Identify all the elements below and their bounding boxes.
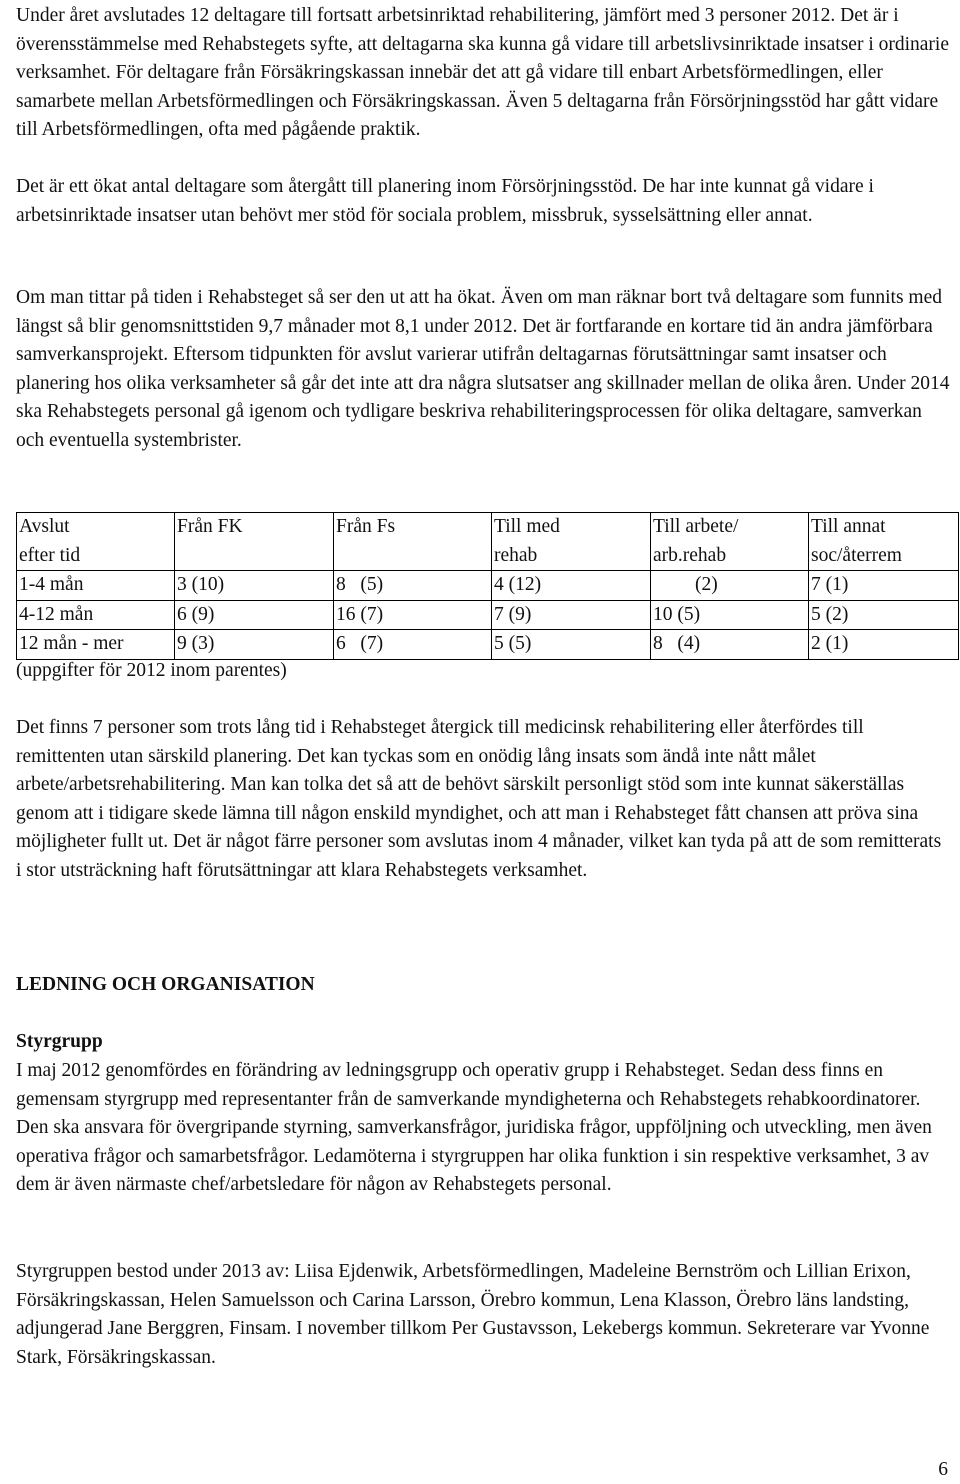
paragraph-avslut: Under året avslutades 12 deltagare till fortsatt arbetsinriktad rehabilitering, jämfört med 3 personer 2012. Det är i överensstämmelse med Rehabstegets syfte, att deltagarna ska kunna gå vidare till arbetslivsinriktade insatser i ordinarie verksamhet. För deltagare från Försäkringskassan innebär det att gå vidare till enbart Arbetsförmedlingen, eller samarbete mellan Arbetsförmedlingen och Försäkringskassan. Även 5 deltagarna från Försörjningsstöd har gått vidare till Arbetsförmedlingen, ofta med pågående praktik. — [16, 5, 949, 141]
section-heading: LEDNING OCH ORGANISATION — [16, 974, 315, 995]
cell-arb: 10 (5) — [651, 600, 809, 630]
paragraph-styrgrupp: I maj 2012 genomfördes en förändring av ledningsgrupp och operativ grupp i Rehabsteget. Sedan dess finns en gemensam styrgrupp med representanter från de samverkande myndigheterna och Rehabstegets rehabkoordinatorer. Den ska ansvara för övergripande styrning, samverkansfrågor, juridiska frågor, uppföljning och utveckling, men även operativa frågor och samarbetsfrågor. Ledamöterna i styrgruppen har olika funktion i sin respektive verksamhet, 3 av dem är även närmaste chef/arbetsledare för någon av Rehabstegets personal. — [16, 1060, 932, 1196]
paragraph-planering: Det är ett ökat antal deltagare som återgått till planering inom Försörjningsstöd. De har inte kunnat gå vidare i arbetsinriktade insatser utan behövt mer stöd för sociala problem, missbruk, sysselsättning eller annat. — [16, 176, 874, 226]
cell-arb: 8 (4) — [651, 630, 809, 660]
cell-annat: 7 (1) — [809, 571, 959, 601]
paragraph-medicinsk: Det finns 7 personer som trots lång tid i Rehabsteget återgick till medicinsk rehabilitering eller återfördes till remittenten utan särskild planering. Det kan tyckas som en onödig lång insats som ändå inte nått målet arbete/arbetsrehabilitering. Man kan tolka det så att de behövt särskilt personligt stöd som inte kunnat säkerställas genom att i tidigare skede lämna till någon enskild myndighet, och att man i Rehabsteget fått chansen att pröva sina möjligheter fullt ut. Det är något färre personer som avslutas inom 4 månader, vilket kan tyda på att de som remitterats i stor utsträckning haft förutsättningar att klara Rehabstegets verksamhet. — [16, 717, 942, 881]
header-till-med: Till med rehab — [492, 513, 651, 571]
table-row — [17, 630, 959, 660]
row-label: 1-4 mån — [17, 571, 175, 601]
table-note: (uppgifter för 2012 inom parentes) — [16, 660, 287, 681]
table-row — [17, 571, 959, 601]
cell-fs: 8 (5) — [334, 571, 492, 601]
cell-annat: 2 (1) — [809, 630, 959, 660]
header-fran-fk: Från FK — [175, 513, 334, 571]
header-till-annat: Till annat soc/återrem — [809, 513, 959, 571]
header-avslut: Avslut efter tid — [17, 513, 175, 571]
cell-fs: 6 (7) — [334, 630, 492, 660]
table-header-row — [17, 513, 959, 571]
cell-fs: 16 (7) — [334, 600, 492, 630]
table-row — [17, 600, 959, 630]
row-label: 12 mån - mer — [17, 630, 175, 660]
cell-fk: 6 (9) — [175, 600, 334, 630]
cell-med: 5 (5) — [492, 630, 651, 660]
cell-med: 7 (9) — [492, 600, 651, 630]
paragraph-ledamoter: Styrgruppen bestod under 2013 av: Liisa Ejdenwik, Arbetsförmedlingen, Madeleine Bernström och Lillian Erixon, Försäkringskassan, Helen Samuelsson och Carina Larsson, Örebro kommun, Lena Klasson, Örebro läns landsting, adjungerad Jane Berggren, Finsam. I november tillkom Per Gustavsson, Lekebergs kommun. Sekreterare var Yvonne Stark, Försäkringskassan. — [16, 1261, 930, 1368]
cell-fk: 3 (10) — [175, 571, 334, 601]
avslut-table — [16, 512, 959, 660]
paragraph-tid: Om man tittar på tiden i Rehabsteget så ser den ut att ha ökat. Även om man räknar bort två deltagare som funnits med längst så blir genomsnittstiden 9,7 månader mot 8,1 under 2012. Det är fortfarande en kortare tid än andra jämförbara samverkansprojekt. Eftersom tidpunkten för avslut varierar utifrån deltagarnas förutsättningar samt insatser och planering hos olika verksamheter så går det inte att dra några slutsatser ang skillnader mellan de olika åren. Under 2014 ska Rehabstegets personal gå igenom och tydligare beskriva rehabiliteringsprocessen för olika deltagare, samverkan och eventuella systembrister. — [16, 287, 950, 451]
cell-annat: 5 (2) — [809, 600, 959, 630]
header-till-arbete: Till arbete/ arb.rehab — [651, 513, 809, 571]
cell-med: 4 (12) — [492, 571, 651, 601]
subheading-styrgrupp: Styrgrupp — [16, 1031, 103, 1052]
page-number: 6 — [938, 1459, 948, 1480]
cell-arb: (2) — [651, 571, 809, 601]
row-label: 4-12 mån — [17, 600, 175, 630]
header-fran-fs: Från Fs — [334, 513, 492, 571]
cell-fk: 9 (3) — [175, 630, 334, 660]
